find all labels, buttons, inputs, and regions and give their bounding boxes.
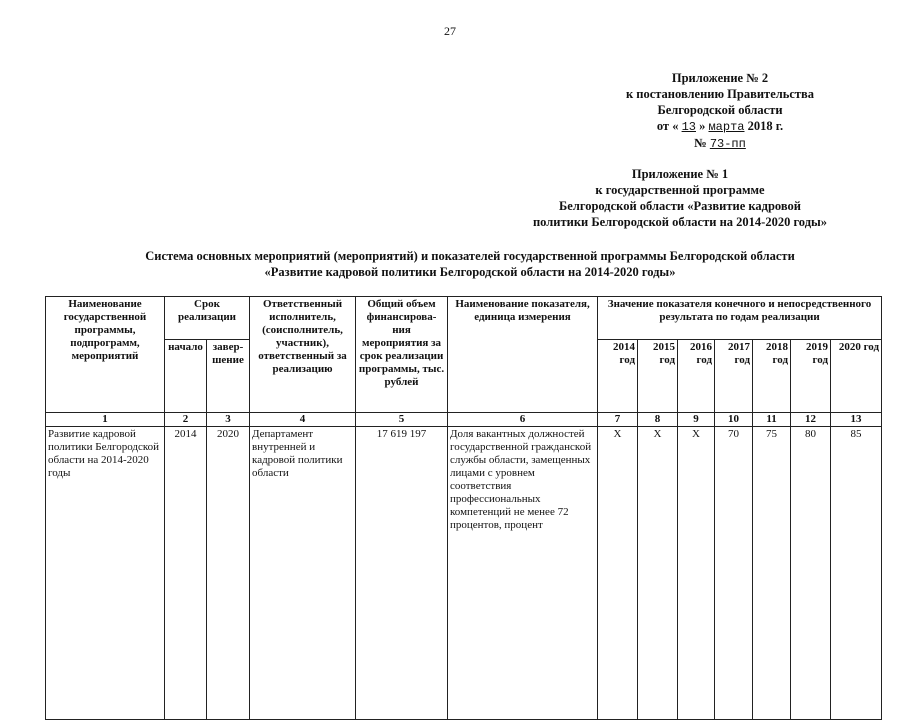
appendix-1-title: Приложение № 1: [631, 167, 729, 181]
appendix-2-number: [560, 135, 880, 152]
header-executor: Ответственный исполнитель, (соисполнитель, участник), ответственный за реализацию: [250, 297, 356, 413]
row-executor: Департамент внутренней и кадровой политики области: [250, 427, 356, 720]
column-number: 6: [448, 413, 598, 427]
date-prefix: от «: [656, 119, 679, 133]
header-end: завер-шение: [207, 340, 250, 413]
header-year: 2016 год: [678, 340, 715, 413]
row-value: X: [598, 427, 638, 720]
table-row: [46, 427, 882, 720]
header-row-1: [46, 297, 882, 340]
appendix-1-line1: к государственной программе: [595, 183, 765, 197]
header-year: 2020 год: [831, 340, 882, 413]
column-number: 4: [250, 413, 356, 427]
appendix-2-line2: Белгородской области: [657, 103, 783, 117]
row-start: 2014: [165, 427, 207, 720]
header-year: 2014 год: [598, 340, 638, 413]
date-year: 2018 г.: [747, 119, 784, 133]
column-number: 9: [678, 413, 715, 427]
row-value: X: [638, 427, 678, 720]
column-number: 1: [46, 413, 165, 427]
column-number: 7: [598, 413, 638, 427]
column-number: 13: [831, 413, 882, 427]
header-values: Значение показателя конечного и непосредственного результата по годам реализации: [598, 297, 882, 340]
appendix-2-block: [560, 70, 880, 152]
document-heading: [80, 248, 860, 280]
number-prefix: №: [694, 136, 707, 150]
header-name: Наименование государственной программы, подпрограмм, мероприятий: [46, 297, 165, 413]
appendix-1-line2: Белгородской области «Развитие кадровой: [559, 199, 801, 213]
header-year: 2019 год: [791, 340, 831, 413]
heading-line1: Система основных мероприятий (мероприятий) и показателей государственной программы Белгородской области: [145, 249, 795, 263]
appendix-2-title: Приложение № 2: [671, 71, 769, 85]
measures-table: [45, 296, 882, 720]
header-year: 2015 год: [638, 340, 678, 413]
row-funding: 17 619 197: [356, 427, 448, 720]
row-end: 2020: [207, 427, 250, 720]
appendix-2-date: [560, 118, 880, 135]
column-number: 12: [791, 413, 831, 427]
row-value: 70: [715, 427, 753, 720]
header-period: Срок реализации: [165, 297, 250, 340]
row-name: Развитие кадровой политики Белгородской области на 2014-2020 годы: [46, 427, 165, 720]
appendix-2-line1: к постановлению Правительства: [625, 87, 815, 101]
column-number-row: [46, 413, 882, 427]
appendix-1-line3: политики Белгородской области на 2014-2020 годы»: [532, 215, 828, 229]
date-mid: »: [699, 119, 706, 133]
column-number: 2: [165, 413, 207, 427]
column-number: 10: [715, 413, 753, 427]
row-value: 75: [753, 427, 791, 720]
row-value: X: [678, 427, 715, 720]
row-value: 80: [791, 427, 831, 720]
column-number: 8: [638, 413, 678, 427]
column-number: 3: [207, 413, 250, 427]
row-value: 85: [831, 427, 882, 720]
page-number: 27: [444, 24, 456, 38]
header-funding: Общий объем финансирова-ния мероприятия за срок реализации программы, тыс. рублей: [356, 297, 448, 413]
appendix-1-block: [480, 166, 880, 230]
header-year: 2017 год: [715, 340, 753, 413]
header-year: 2018 год: [753, 340, 791, 413]
number-value: 73-пп: [709, 137, 746, 151]
row-indicator: Доля вакантных должностей государственной гражданской службы области, замещенных лицами с уровнем соответствия профессиональных компетенций не менее 72 процентов, процент: [448, 427, 598, 720]
date-month: марта: [708, 120, 745, 134]
heading-line2: «Развитие кадровой политики Белгородской области на 2014-2020 годы»: [264, 265, 676, 279]
column-number: 5: [356, 413, 448, 427]
column-number: 11: [753, 413, 791, 427]
header-start: начало: [165, 340, 207, 413]
header-indicator: Наименование показателя, единица измерения: [448, 297, 598, 413]
date-day: 13: [681, 120, 696, 134]
